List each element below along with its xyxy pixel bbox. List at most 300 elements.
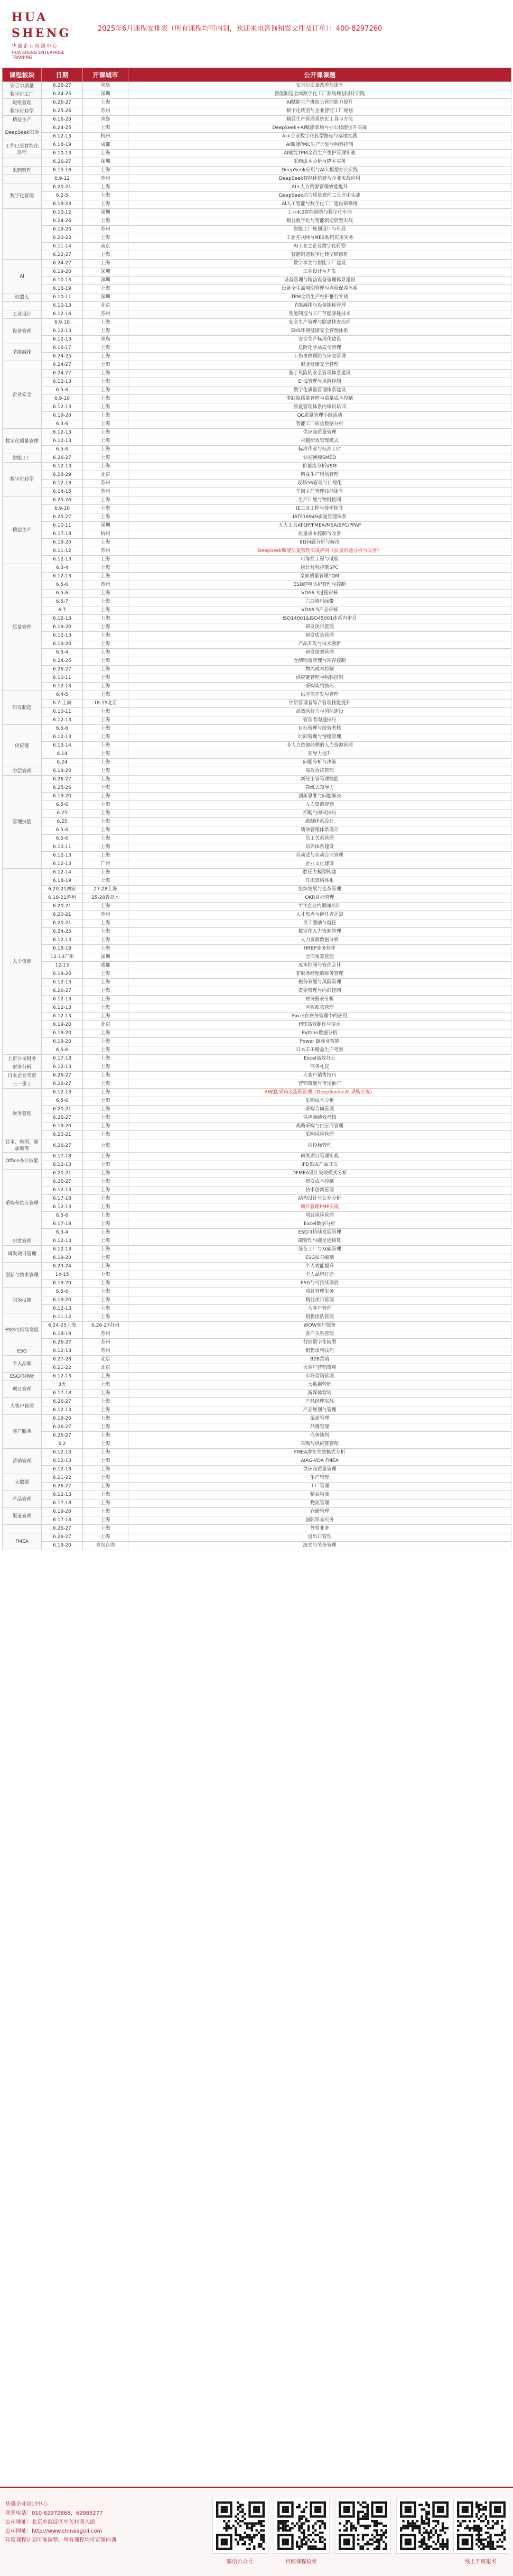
qr-module (446, 2511, 449, 2513)
table-row (3, 801, 511, 809)
qr-module (482, 2513, 484, 2515)
qr-module (459, 2501, 461, 2504)
date-cell: 6.5-6 (42, 826, 83, 835)
table-row (3, 1254, 511, 1263)
title-cell: DeepSeek智能体搭建与企业实战应用 (128, 175, 511, 183)
qr-module (383, 2525, 385, 2527)
table-row (3, 1195, 511, 1203)
title-cell: 非人力资源经理的人力资源管理 (128, 742, 511, 750)
table-row (3, 1381, 511, 1390)
city-cell: 南京 (83, 243, 128, 251)
qr-module (421, 2515, 423, 2517)
qr-module (346, 2520, 348, 2522)
category-cell: 产品管理 (3, 1491, 42, 1508)
qr-module (230, 2534, 232, 2536)
qr-module (487, 2536, 489, 2538)
qr-module (414, 2522, 416, 2524)
qr-module (263, 2534, 265, 2536)
title-cell: 项目管理实务 (128, 1288, 511, 1296)
date-cell: 6.23-24 (42, 1263, 83, 1271)
title-cell: 数字化转型与企业智能工厂规划 (128, 107, 511, 116)
qr-module (464, 2538, 466, 2541)
title-cell: 项目风险管理 (128, 1212, 511, 1220)
qr-module (346, 2543, 348, 2545)
qr-module (312, 2515, 314, 2517)
qr-code-signup[interactable] (453, 2498, 508, 2565)
title-cell: IATF16949质量管理体系 (128, 513, 511, 522)
table-row (3, 327, 511, 336)
table-row (3, 116, 511, 124)
city-cell: 苏州 (83, 581, 128, 590)
qr-module (289, 2548, 291, 2550)
qr-module (307, 2538, 310, 2541)
qr-module (241, 2543, 244, 2545)
qr-module (314, 2506, 316, 2508)
qr-module (301, 2532, 303, 2534)
title-cell: 战略采购与供应商管理 (128, 1123, 511, 1131)
table-row (3, 133, 511, 141)
qr-module (473, 2520, 475, 2522)
qr-module (492, 2520, 494, 2522)
qr-code-4[interactable] (396, 2498, 451, 2557)
qr-module (471, 2513, 473, 2515)
qr-module (421, 2508, 423, 2510)
qr-module (400, 2515, 402, 2517)
city-cell: 上海 (83, 260, 128, 268)
qr-module (462, 2506, 464, 2508)
qr-module (260, 2501, 262, 2504)
city-cell: 上海 (83, 234, 128, 243)
title-cell: 劳动法与劳动合同管理 (128, 852, 511, 860)
title-cell: 供应链管理与物料控制 (128, 674, 511, 683)
qr-module (319, 2527, 321, 2529)
qr-module (339, 2515, 341, 2517)
date-cell: 6.12-13 (42, 1491, 83, 1499)
city-cell: 上海 (83, 1203, 128, 1212)
qr-module (310, 2534, 312, 2536)
qr-module (223, 2501, 225, 2504)
title-cell: 个人品牌打造 (128, 1271, 511, 1280)
date-cell: 6.26-27 (42, 1533, 83, 1542)
date-cell: 6.25 (42, 818, 83, 826)
qr-module (289, 2534, 291, 2536)
qr-module (432, 2520, 434, 2522)
qr-module (282, 2548, 284, 2550)
city-cell: 上海 (83, 463, 128, 471)
qr-module (348, 2511, 350, 2513)
title-cell: WOW客户服务 (128, 1322, 511, 1330)
qr-module (412, 2534, 414, 2536)
qr-module (501, 2545, 503, 2547)
qr-module (230, 2504, 232, 2506)
table-row (3, 1170, 511, 1178)
table-row (3, 1423, 511, 1432)
qr-module (241, 2511, 244, 2513)
city-cell: 上海 (83, 623, 128, 632)
date-cell: 6.12-13 (42, 1203, 83, 1212)
qr-module (380, 2511, 383, 2513)
title-cell: FMEA潜在失效模式分析 (128, 1449, 511, 1457)
qr-module (442, 2501, 444, 2504)
table-row (3, 1499, 511, 1508)
table-row (3, 1525, 511, 1533)
title-cell: Python数据分析 (128, 1029, 511, 1038)
qr-module (428, 2504, 430, 2506)
qr-module (489, 2515, 491, 2517)
table-row (3, 226, 511, 234)
qr-module (418, 2527, 421, 2529)
qr-module (362, 2506, 364, 2508)
qr-module (480, 2508, 482, 2510)
qr-module (263, 2538, 265, 2541)
qr-module (378, 2506, 380, 2508)
qr-module (444, 2501, 446, 2504)
qr-module (402, 2534, 404, 2536)
qr-module (409, 2534, 412, 2536)
date-cell: 6.12-13 (42, 1449, 83, 1457)
qr-module (405, 2511, 407, 2513)
qr-module (359, 2504, 361, 2506)
qr-module (319, 2520, 321, 2522)
table-row (3, 1237, 511, 1246)
table-row (3, 209, 511, 217)
qr-module (221, 2501, 223, 2504)
table-row (3, 767, 511, 776)
qr-module (221, 2541, 223, 2543)
title-cell: 营销策划与市场推广 (128, 1080, 511, 1089)
qr-module (437, 2522, 439, 2524)
table-row (3, 1398, 511, 1406)
qr-module (499, 2508, 501, 2510)
qr-module (407, 2527, 409, 2529)
title-cell: 员工关系管理 (128, 835, 511, 843)
date-cell: 6.26-27 (42, 1525, 83, 1533)
qr-module (496, 2520, 498, 2522)
qr-module (457, 2543, 459, 2545)
table-row (3, 1013, 511, 1021)
qr-module (343, 2508, 346, 2510)
category-cell: 精益生产 (3, 496, 42, 564)
qr-module (400, 2501, 402, 2504)
qr-module (409, 2541, 412, 2543)
title-cell: 数字孪生与智能工厂建设 (128, 260, 511, 268)
title-cell: 大客户营销策略 (128, 1364, 511, 1373)
qr-module (223, 2534, 225, 2536)
date-cell: 6.19-20 (42, 1021, 83, 1029)
title-cell: 智能工厂质量数据分析 (128, 420, 511, 429)
qr-module (291, 2504, 293, 2506)
qr-module (367, 2541, 369, 2543)
qr-module (287, 2511, 289, 2513)
city-cell: 上海 (83, 564, 128, 573)
qr-module (221, 2543, 223, 2545)
qr-module (489, 2508, 491, 2510)
qr-code-3[interactable] (335, 2498, 390, 2557)
date-cell: 6.10-11 (42, 674, 83, 683)
qr-module (339, 2506, 341, 2508)
category-cell: 三一重工 (3, 1080, 42, 1089)
qr-module (310, 2515, 312, 2517)
qr-module (319, 2501, 321, 2504)
qr-module (319, 2506, 321, 2508)
qr-module (416, 2525, 418, 2527)
qr-module (380, 2536, 383, 2538)
qr-module (380, 2534, 383, 2536)
city-cell: 上海 (83, 1406, 128, 1415)
city-cell: 上海 (83, 1212, 128, 1220)
city-cell: 上海 (83, 1271, 128, 1280)
qr-module (423, 2538, 425, 2541)
qr-module (478, 2518, 480, 2520)
city-cell: 上海 (83, 640, 128, 649)
column-header-city: 开课城市 (83, 68, 128, 82)
title-cell: 结构设计与公差分析 (128, 1195, 511, 1203)
title-cell: 物流成本控制 (128, 666, 511, 674)
date-cell: 6.19-20 (42, 793, 83, 801)
date-cell: 6.19-20 (42, 767, 83, 776)
qr-module (414, 2508, 416, 2510)
qr-module (339, 2543, 341, 2545)
title-cell: AI+企业数字化转型路径与落地实践 (128, 133, 511, 141)
qr-module (343, 2525, 346, 2527)
qr-module (307, 2548, 310, 2550)
category-cell: 安吉尔质量 (3, 82, 42, 90)
qr-module (239, 2536, 241, 2538)
qr-module (412, 2515, 414, 2517)
title-cell: IPD集成产品开发 (128, 1161, 511, 1170)
date-cell: 6.19-20 (42, 1415, 83, 1423)
logo-subtitle: 华盛企业培训中心 (12, 44, 59, 49)
qr-module (258, 2543, 260, 2545)
qr-module (241, 2508, 244, 2510)
date-cell: 6.27-28 (42, 1356, 83, 1364)
city-cell: 上海 (83, 716, 128, 725)
qr-module (277, 2541, 279, 2543)
title-cell: 智能制造全面数字化工厂系统规划设计实践 (128, 90, 511, 99)
qr-module (439, 2534, 441, 2536)
qr-module (405, 2543, 407, 2545)
qr-module (339, 2548, 341, 2550)
qr-module (376, 2515, 378, 2517)
qr-module (321, 2520, 323, 2522)
course-schedule-table (2, 68, 511, 1550)
qr-module (425, 2545, 427, 2547)
city-cell: 上海 (83, 1398, 128, 1406)
qr-module (478, 2536, 480, 2538)
qr-module (282, 2525, 284, 2527)
date-cell: 6.22-27 (42, 251, 83, 260)
category-cell (3, 209, 42, 260)
qr-module (423, 2508, 425, 2510)
qr-module (489, 2504, 491, 2506)
qr-module (494, 2511, 496, 2513)
qr-module (339, 2545, 341, 2547)
logo-tagline: HUA SHENG ENTERPRISE TRAINING (12, 50, 65, 60)
qr-module (343, 2511, 346, 2513)
date-cell: 6.18-19 (42, 877, 83, 886)
date-cell: 6.26-27 (42, 1423, 83, 1432)
qr-module (291, 2534, 293, 2536)
date-cell: 6.9-10 (42, 319, 83, 327)
qr-module (489, 2501, 491, 2504)
table-row (3, 90, 511, 99)
city-cell: 上海 (83, 1381, 128, 1390)
qr-module (241, 2504, 244, 2506)
qr-module (444, 2515, 446, 2517)
date-cell: 6.12-13 (42, 1237, 83, 1246)
qr-module (355, 2529, 357, 2532)
category-cell: 中层管理 (3, 767, 42, 776)
qr-module (442, 2527, 444, 2529)
qr-module (346, 2538, 348, 2541)
title-cell: 财务报表分析 (128, 996, 511, 1004)
qr-module (437, 2538, 439, 2541)
table-row (3, 1178, 511, 1186)
qr-module (301, 2511, 303, 2513)
table-row (3, 962, 511, 970)
qr-module (359, 2548, 361, 2550)
qr-module (471, 2511, 473, 2513)
table-row (3, 742, 511, 750)
qr-module (301, 2522, 303, 2524)
qr-module (475, 2534, 478, 2536)
table-row (3, 183, 511, 192)
qr-module (303, 2515, 305, 2517)
qr-code-wechat[interactable] (212, 2498, 267, 2565)
date-cell: 6.12-13 (42, 860, 83, 869)
title-cell: 培训体系建设 (128, 843, 511, 852)
qr-module (494, 2522, 496, 2524)
title-cell: 大数据营销 (128, 1381, 511, 1390)
title-cell: 招聘与面试技巧 (128, 809, 511, 818)
qr-module (457, 2504, 459, 2506)
table-row (3, 623, 511, 632)
qr-module (221, 2534, 223, 2536)
category-cell: 数字化质量管理 (3, 429, 42, 454)
qr-module (457, 2536, 459, 2538)
qr-module (435, 2515, 437, 2517)
title-cell: 统计过程控制SPC (128, 564, 511, 573)
date-cell: 6.24-26 (42, 217, 83, 226)
qr-module (324, 2515, 326, 2517)
qr-module (284, 2541, 286, 2543)
qr-module (409, 2525, 412, 2527)
qr-module (367, 2511, 369, 2513)
qr-module (279, 2522, 282, 2524)
title-cell: 目标管理与绩效考核 (128, 725, 511, 733)
date-cell: 6.11-14 (42, 243, 83, 251)
qr-module (228, 2501, 230, 2504)
date-cell: 6.2-5 (42, 192, 83, 200)
qr-module (263, 2525, 265, 2527)
qr-module (230, 2541, 232, 2543)
qr-module (284, 2522, 286, 2524)
title-cell: 8D问题分析与解决 (128, 539, 511, 547)
qr-module (223, 2548, 225, 2550)
title-cell: DeepSeek+AI赋能职场与办公技能提升实战 (128, 124, 511, 133)
qr-module (348, 2543, 350, 2545)
qr-module (405, 2534, 407, 2536)
qr-module (418, 2532, 421, 2534)
qr-module (478, 2525, 480, 2527)
qr-module (343, 2543, 346, 2545)
qr-module (437, 2534, 439, 2536)
qr-module (244, 2536, 246, 2538)
qr-pattern-icon (457, 2501, 506, 2550)
qr-module (367, 2543, 369, 2545)
city-cell: 上海 (83, 1246, 128, 1254)
qr-module (319, 2508, 321, 2510)
qr-code-website[interactable] (274, 2498, 329, 2565)
qr-pattern-icon (216, 2501, 265, 2550)
qr-module (503, 2513, 506, 2515)
qr-module (383, 2501, 385, 2504)
qr-module (298, 2520, 300, 2522)
table-row (3, 700, 511, 708)
qr-module (282, 2534, 284, 2536)
qr-module (362, 2548, 364, 2550)
qr-module (251, 2538, 253, 2541)
date-cell: 6.12-13 (42, 936, 83, 945)
qr-module (414, 2527, 416, 2529)
city-cell: 25-28青岛木 (83, 894, 128, 903)
title-cell: 应收账款管理 (128, 1004, 511, 1013)
qr-module (258, 2511, 260, 2513)
category-cell: 采购和供应管理 (3, 1170, 42, 1237)
qr-module (475, 2504, 478, 2506)
qr-module (277, 2538, 279, 2541)
city-cell: 上海 (83, 1280, 128, 1288)
qr-module (350, 2525, 352, 2527)
date-cell: 6.25-27 (42, 513, 83, 522)
date-cell: 6.24-27 (42, 260, 83, 268)
qr-module (462, 2501, 464, 2504)
qr-module (437, 2506, 439, 2508)
qr-module (289, 2515, 291, 2517)
qr-module (428, 2536, 430, 2538)
qr-module (414, 2525, 416, 2527)
date-cell: 6.17-18 (42, 1499, 83, 1508)
category-cell: 日本企业考察 (3, 1072, 42, 1080)
title-cell: AI人工智能与数字化工厂建设研修班 (128, 200, 511, 209)
table-row (3, 1038, 511, 1046)
table-row (3, 395, 511, 403)
table-row (3, 268, 511, 277)
city-cell: 上海 (83, 1046, 128, 1055)
date-cell: 6.26-27 (42, 1139, 83, 1153)
date-cell: 6.17-18 (42, 1390, 83, 1398)
qr-module (244, 2513, 246, 2515)
category-cell: 数字化转型 (3, 463, 42, 496)
category-cell: 机器人 (3, 293, 42, 302)
qr-module (284, 2525, 286, 2527)
qr-module (223, 2506, 225, 2508)
qr-module (432, 2548, 434, 2550)
qr-module (462, 2538, 464, 2541)
qr-module (277, 2543, 279, 2545)
city-cell: 上海 (83, 344, 128, 353)
qr-module (414, 2511, 416, 2513)
qr-module (376, 2508, 378, 2510)
footer-website[interactable]: 公司网址：http://www.chinaaguli.com (5, 2528, 102, 2534)
qr-module (412, 2501, 414, 2504)
title-cell: 全面预算管理 (128, 953, 511, 962)
city-cell: 苏州 (83, 310, 128, 319)
qr-module (244, 2522, 246, 2524)
table-row (3, 167, 511, 175)
qr-module (324, 2548, 326, 2550)
qr-module (255, 2529, 257, 2532)
